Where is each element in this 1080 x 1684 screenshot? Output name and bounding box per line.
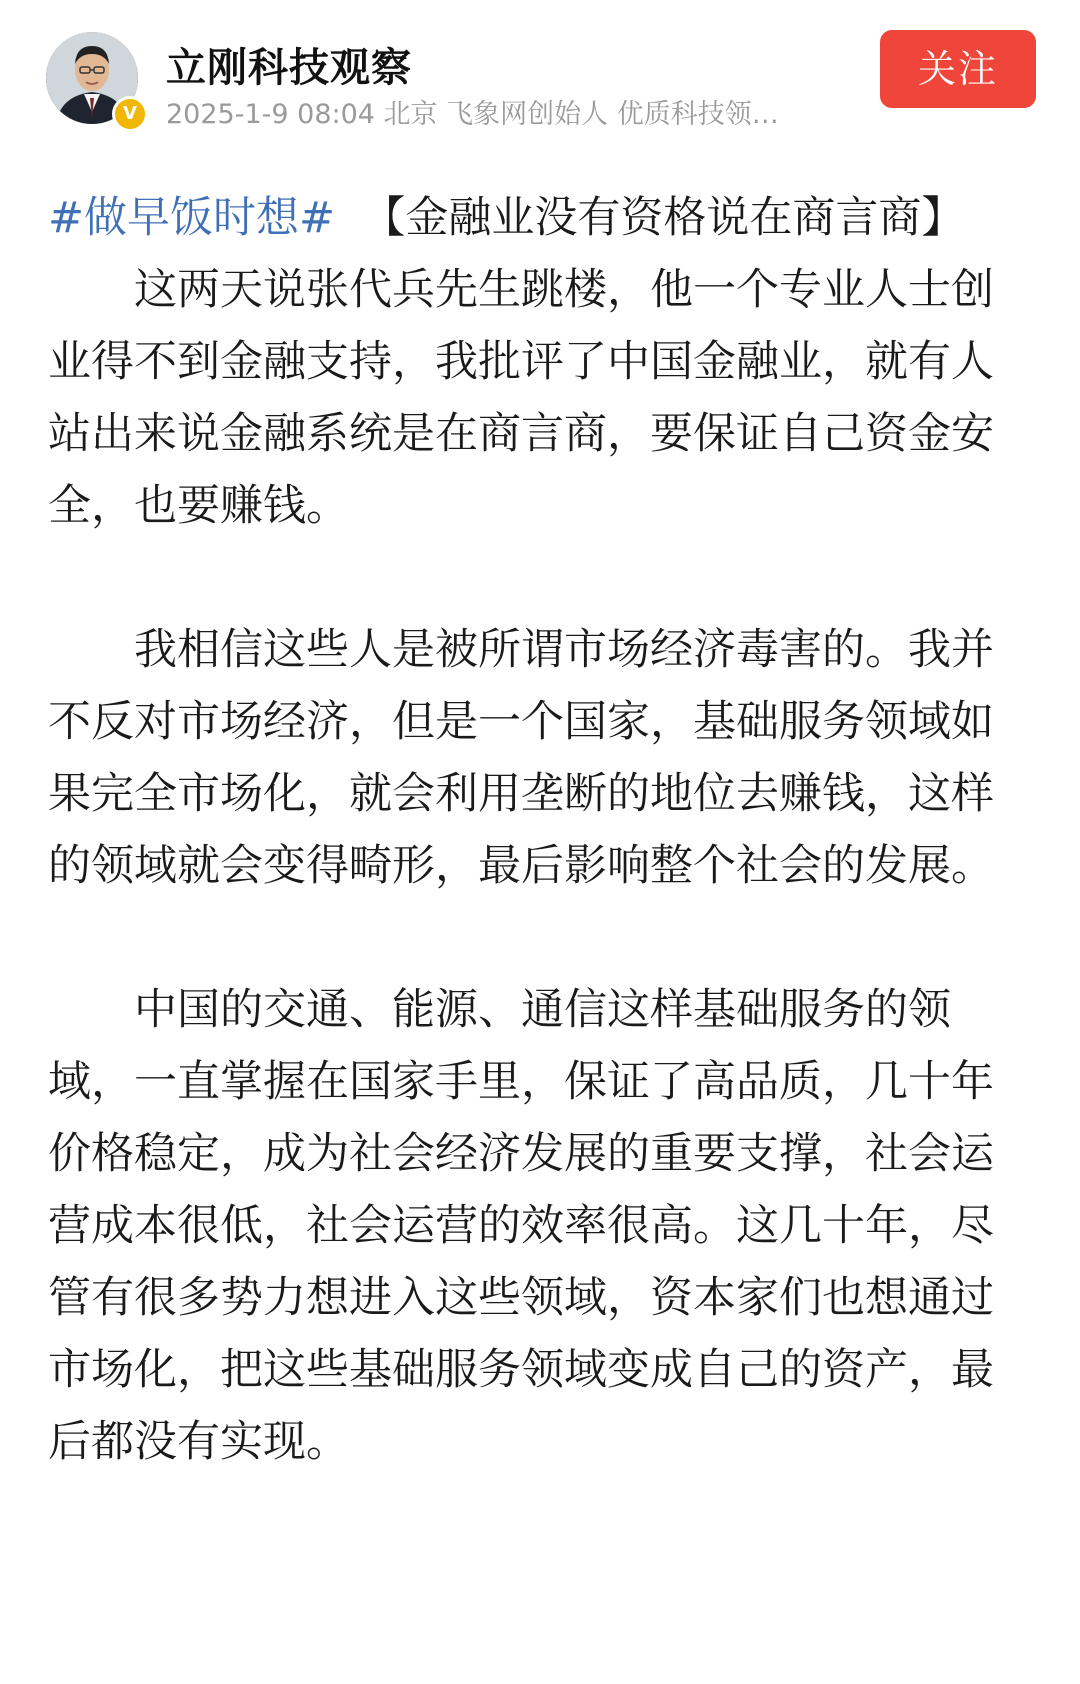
author-meta: 2025-1-9 08:04 北京 飞象网创始人 优质科技领…	[166, 99, 779, 130]
post-title: 【金融业没有资格说在商言商】	[362, 193, 965, 243]
topic-hashtag-link[interactable]: #做早饭时想#	[48, 193, 336, 243]
paragraph-2: 我相信这些人是被所谓市场经济毒害的。我并不反对市场经济，但是一个国家，基础服务领域如果完全市场化，就会利用垄断的地位去赚钱，这样的领域就会变得畸形，最后影响整个社会的发展。	[48, 625, 994, 891]
post-title-line	[48, 182, 1028, 254]
paragraph-1: 这两天说张代兵先生跳楼，他一个专业人士创业得不到金融支持，我批评了中国金融业，就有人站出来说金融系统是在商言商，要保证自己资金安全，也要赚钱。	[48, 265, 994, 531]
author-name[interactable]: 立刚科技观察	[166, 45, 412, 91]
post-content	[48, 182, 1028, 1478]
post-header	[0, 0, 1080, 140]
verified-badge-icon: V	[112, 96, 148, 132]
paragraph-3: 中国的交通、能源、通信这样基础服务的领域，一直掌握在国家手里，保证了高品质，几十年价格稳定，成为社会经济发展的重要支撑，社会运营成本很低，社会运营的效率很高。这几十年，尽管有很多势力想进入这些领域，资本家们也想通过市场化，把这些基础服务领域变成自己的资产，最后都没有实现。	[48, 985, 994, 1467]
follow-button[interactable]: 关注	[880, 30, 1036, 108]
paragraph-spacer	[48, 902, 1028, 974]
paragraph-spacer	[48, 542, 1028, 614]
